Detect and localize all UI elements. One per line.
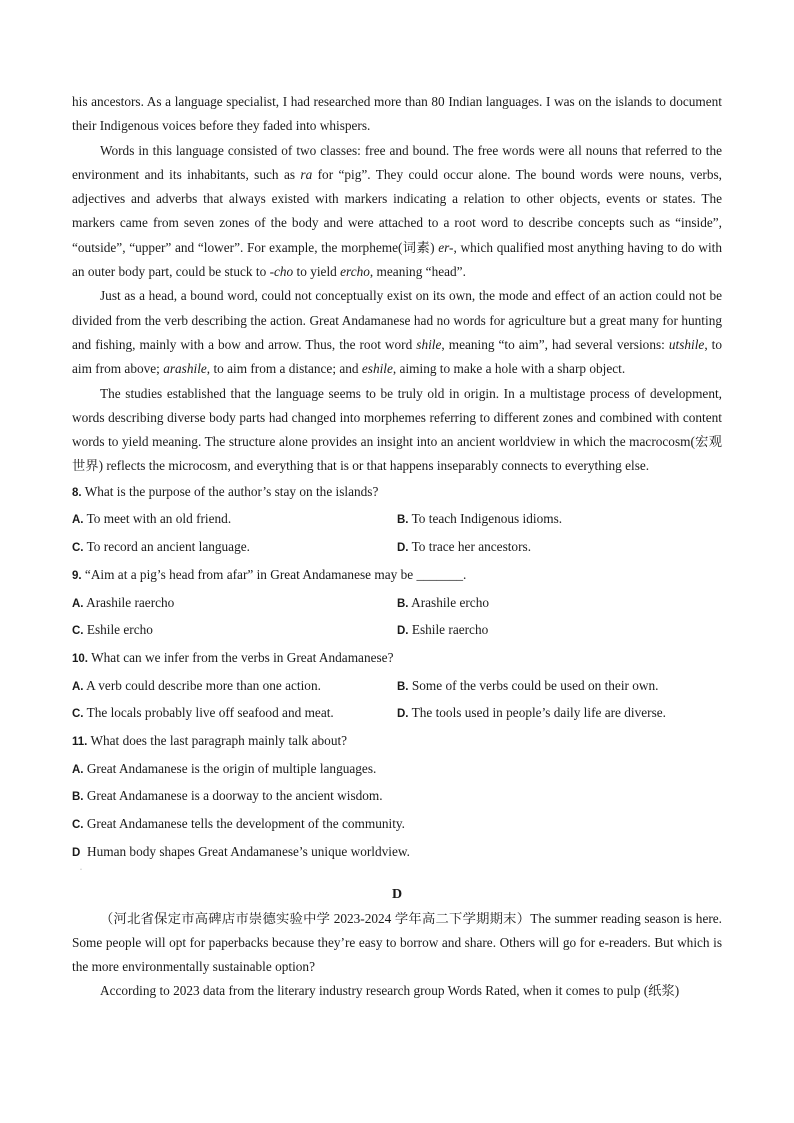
option-10d[interactable]: D. The tools used in people’s daily life are diverse. bbox=[397, 705, 667, 721]
option-8b[interactable]: B. To teach Indigenous idioms. bbox=[397, 511, 563, 527]
section-d-paragraph-2: According to 2023 data from the literary industry research group Words Rated, when it comes to pulp (纸浆) bbox=[100, 983, 680, 999]
question-9: 9. “Aim at a pig’s head from afar” in Great Andamanese may be _______. bbox=[72, 566, 467, 582]
option-10b[interactable]: B. Some of the verbs could be used on their own. bbox=[397, 677, 659, 693]
section-d-paragraph-1: （河北省保定市高碑店市崇德实验中学 2023-2024 学年高二下学期期末）The summer reading season is here. Some people will opt for paperbacks because they’re easy to borrow and share. Others will go for e-readers. But which is the more environmentally sustainable option? bbox=[72, 910, 722, 975]
question-10: 10. What can we infer from the verbs in Great Andamanese? bbox=[72, 649, 394, 665]
stray-mark: · bbox=[80, 866, 82, 873]
option-9d[interactable]: D. Eshile raercho bbox=[397, 622, 489, 638]
options-row bbox=[72, 617, 722, 645]
option-9a[interactable]: A. Arashile raercho bbox=[72, 594, 175, 610]
options-row bbox=[72, 534, 722, 562]
option-8a[interactable]: A. To meet with an old friend. bbox=[72, 511, 232, 527]
option-11c[interactable]: C. Great Andamanese tells the development of the community. bbox=[72, 816, 405, 832]
option-9c[interactable]: C. Eshile ercho bbox=[72, 622, 153, 638]
paragraph-3: Just as a head, a bound word, could not conceptually exist on its own, the mode and effect of an action could not be divided from the verb describing the action. Great Andamanese had no words for agriculture but a great many for hunting and fishing, mainly with a bow and arrow. Thus, the root word shile, meaning “to aim”, had several versions: utshile, to aim from above; arashile, to aim from a distance; and eshile, aiming to make a hole with a sharp object. bbox=[72, 288, 723, 377]
document-page bbox=[72, 90, 722, 1004]
question-11: 11. What does the last paragraph mainly talk about? bbox=[72, 733, 348, 749]
options-row bbox=[72, 590, 722, 618]
option-11a[interactable]: A. Great Andamanese is the origin of multiple languages. bbox=[72, 760, 377, 776]
paragraph-1: his ancestors. As a language specialist, I had researched more than 80 Indian languages. I was on the islands to document their Indigenous voices before they faded into whispers. bbox=[72, 94, 722, 134]
options-row bbox=[72, 673, 722, 701]
paragraph-4: The studies established that the language seems to be truly old in origin. In a multistage process of development, words describing diverse body parts had changed into morphemes referring to different zones and combined with content words to yield meaning. The structure alone provides an insight into an ancient worldview in which the macrocosm(宏观世界) reflects the microcosm, and everything that is or that happens inseparably connects to everything else. bbox=[72, 385, 722, 474]
question-8: 8. What is the purpose of the author’s stay on the islands? bbox=[72, 483, 379, 499]
option-10a[interactable]: A. A verb could describe more than one action. bbox=[72, 677, 321, 693]
option-8c[interactable]: C. To record an ancient language. bbox=[72, 539, 250, 555]
option-9b[interactable]: B. Arashile ercho bbox=[397, 594, 489, 610]
source-note: （河北省保定市高碑店市崇德实验中学 2023-2024 学年高二下学期期末） bbox=[100, 910, 531, 926]
option-10c[interactable]: C. The locals probably live off seafood and meat. bbox=[72, 705, 334, 721]
section-heading: D bbox=[391, 886, 403, 902]
options-row bbox=[72, 700, 722, 728]
paragraph-2: Words in this language consisted of two classes: free and bound. The free words were all nouns that referred to the environment and its inhabitants, such as ra for “pig”. They could occur alone. The bound words were nouns, verbs, adjectives and adverbs that always existed with markers indicating a relation to other objects, events or states. The markers came from seven zones of the body and were attached to a root word to describe concepts such as “inside”, “outside”, “upper” and “lower”. For example, the morpheme(词素) er-, which qualified most anything having to do with an outer body part, could be stuck to -cho to yield ercho, meaning “head”. bbox=[72, 142, 722, 280]
option-8d[interactable]: D. To trace her ancestors. bbox=[397, 539, 532, 555]
options-row bbox=[72, 506, 722, 534]
option-11b[interactable]: B. Great Andamanese is a doorway to the ancient wisdom. bbox=[72, 788, 383, 804]
option-11d[interactable]: D Human body shapes Great Andamanese’s unique worldview. bbox=[72, 843, 410, 859]
